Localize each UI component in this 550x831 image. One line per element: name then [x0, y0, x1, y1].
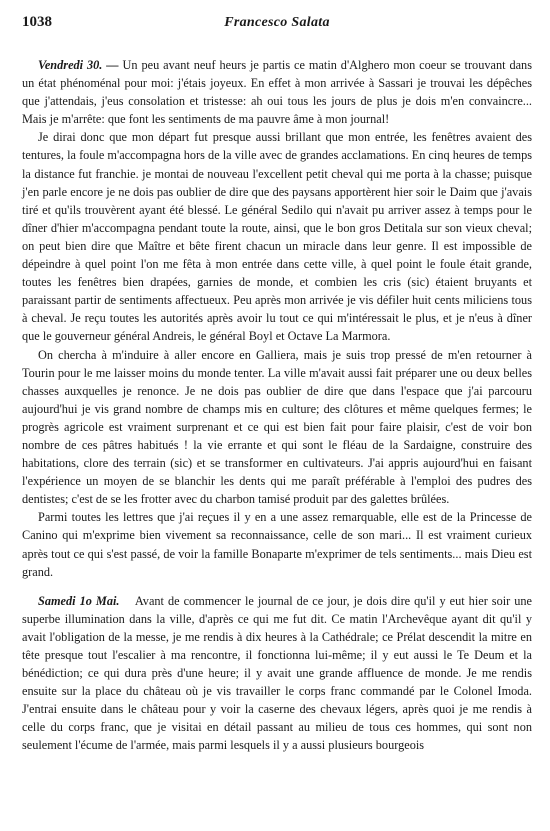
running-head: Francesco Salata: [224, 15, 330, 30]
paragraph: [22, 592, 532, 755]
entry-separator: [22, 581, 532, 592]
page-header: [22, 14, 532, 38]
body-text: [22, 56, 532, 755]
page-number: 1038: [22, 14, 52, 30]
paragraph-text: Un peu avant neuf heurs je partis ce matin d'Alghero mon coeur se trouvant dans un état phénoménal pour moi: j'étais joyeux. En effet à mon arrivée à Sassari je trouvai les dépêches que j'attendais, j'eus consolation et tristesse: ah oui tous les jours de plus je dois m'en convaincre... Mais je m'arrête: que font les sentiments de ma pauvre âme à mon journal!: [22, 58, 532, 127]
paragraph-text: Avant de commencer le journal de ce jour, je dois dire qu'il y eut hier soir une superbe illumination dans la ville, d'après ce qui me fut dit. Ce matin l'Archevêque ayant dit qu'il y avait l'obligation de la messe, je me rendis à dix heures à la Cathédrale; ce Prélat descendit la mitre en tête presque tout l'escalier à ma rencontre, il fonctionna lui-même; il y eut aussi le Te Deum et la bénédiction; ce qui dura près d'une heure; il y avait une grande affluence de monde. Je me rendis ensuite sur la place du château où je vis travailler le corps franc commandé par le Colonel Imoda. J'entrai ensuite dans le château pour y voir la caserne des chevaux légers, après quoi je me rendis à celle du corps franc, que je visitai en détail passant au milieu de tous ces hommes, qui sont non seulement l'écume de l'armée, mais parmi lesquels il y a aussi plusieurs bourgeois: [22, 593, 533, 753]
paragraph: [22, 56, 532, 128]
paragraph: Je dirai donc que mon départ fut presque aussi brillant que mon entrée, les fenêtres avaient des tentures, la foule m'accompagna hors de la ville avec de grandes acclamations. En cinq heures de temps la distance fut franchie. je montai de nouveau l'excellent petit cheval qui me porta à la chasse; puisque j'en parle encore je ne dois pas oublier de dire que des paysans apportèrent hier soir le Daim que j'avais tiré et qu'ils trouvèrent ayant été blessé. Le général Sedilo qui n'avait pu arriver assez à temps pour le dîner d'hier m'accompagna pendant toute la route, ainsi, que le bon gros Detitala sur son vieux cheval; on peut bien dire que Maître et bête firent chacun un miracle dans leur genre. Il est impossible de dépeindre à quel point l'on me fêta à mon entrée dans cette ville, à quel point le foule était grande, toutes les fenêtres bien drapées, garnies de monde, et combien les cris (sic) étaient bruyants et paraissant partir de sentiments affectueux. Peu après mon arrivée je vis défiler huit cents miliciens tous à cheval. Je reçu toutes les autorités après avoir lu tout ce qui m'intéressait le plus, et je n'eus à dîner que le gouverneur général Andreis, le général Boyl et Octave La Marmora.: [22, 130, 532, 344]
paragraph: On chercha à m'induire à aller encore en Galliera, mais je suis trop pressé de m'en retourner à Tourin pour le me laisser moins du monde tenter. La ville m'avait aussi fait préparer une ou deux belles chasses auxquelles je renonce. Je ne dois pas oublier de dire que dans l'espace que j'ai parcouru aujourd'hui je vis grand nombre de champs mis en culture; des clôtures et même quelques fermes; le progrès agricole est vraiment surprenant et ce qui est bien fait pour faire plaisir, c'est de voir bon nombre de ces pâtres habitués ! la vie errante et qui sont le fléau de la Sardaigne, construire des habitations, clore des terrain (sic) et se transformer en cultivateurs. J'ai appris aujourd'hui en faisant l'expérience un moyen de se blanchir les dents qui me paraît préférable à l'emploi des pudres des dentistes; c'est de se les frotter avec du charbon tamisé produit par des galettes brûlées.: [22, 347, 532, 507]
entry-date: Vendredi 30. —: [38, 58, 119, 72]
entry-date: Samedi 1o Mai.: [38, 593, 120, 608]
paragraph: Parmi toutes les lettres que j'ai reçues il y en a une assez remarquable, elle est de la Princesse de Canino qui m'exprime bien vivement sa reconnaissance, celle de son mari... Il est vraiment curieux après tout ce qui s'est passé, de voir la famille Bonaparte m'exprimer de tels sentiments... mais Dieu est grand.: [22, 510, 532, 579]
